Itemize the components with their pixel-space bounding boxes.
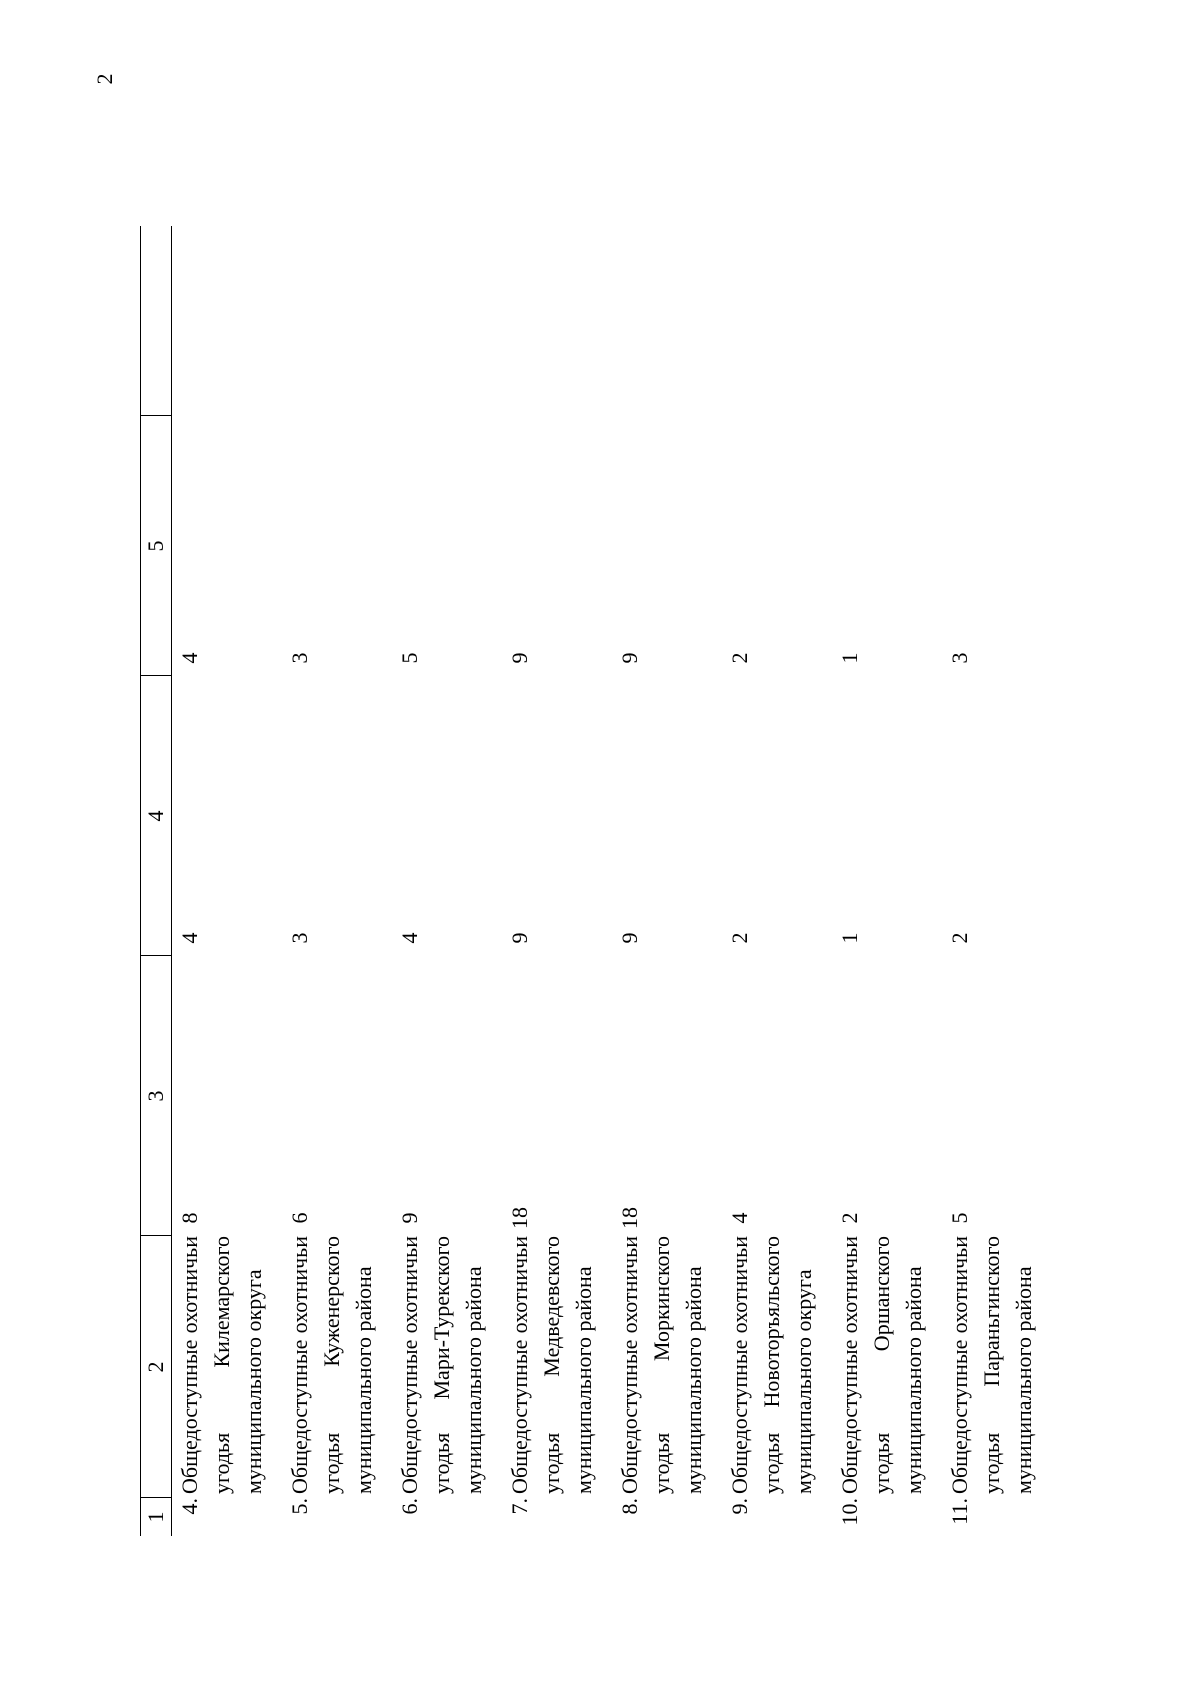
- row-col-4: 9: [507, 932, 532, 944]
- header-col-3: 3: [143, 1090, 168, 1102]
- row-col-5: 3: [947, 652, 972, 664]
- header-divider: [141, 1235, 171, 1236]
- row-col-4: 4: [397, 932, 422, 944]
- header-col-5: 5: [143, 540, 168, 552]
- row-number: 7.: [507, 1498, 532, 1515]
- row-col-5: 9: [507, 652, 532, 664]
- row-name: Общедоступные охотничьи угодья Куженерского муниципального района: [287, 1236, 376, 1494]
- header-col-4: 4: [143, 810, 168, 822]
- page-number: 2: [92, 73, 117, 85]
- row-col-3: 4: [727, 1212, 752, 1224]
- row-name: Общедоступные охотничьи угодья Оршанского муниципального района: [837, 1236, 926, 1494]
- row-col-4: 3: [287, 932, 312, 944]
- row-col-4: 2: [947, 932, 972, 944]
- row-col-4: 1: [837, 932, 862, 944]
- row-col-3: 8: [177, 1212, 202, 1224]
- row-col-3: 18: [507, 1207, 532, 1229]
- row-number: 6.: [397, 1498, 422, 1515]
- row-name: Общедоступные охотничьи угодья Моркинского муниципального района: [617, 1236, 706, 1494]
- row-col-4: 2: [727, 932, 752, 944]
- row-number: 4.: [177, 1498, 202, 1515]
- header-col-2: 2: [143, 1361, 168, 1373]
- header-divider: [141, 1497, 171, 1498]
- header-col-1: 1: [143, 1511, 168, 1523]
- row-col-3: 6: [287, 1212, 312, 1224]
- rotated-table: [140, 226, 1036, 1536]
- row-number: 8.: [617, 1498, 642, 1515]
- row-name: Общедоступные охотничьи угодья Килемарского муниципального округа: [177, 1236, 266, 1494]
- header-divider: [141, 675, 171, 676]
- table-header: [140, 226, 172, 1536]
- row-col-3: 2: [837, 1212, 862, 1224]
- row-col-4: 4: [177, 932, 202, 944]
- row-number: 9.: [727, 1498, 752, 1515]
- row-col-5: 9: [617, 652, 642, 664]
- row-col-3: 18: [617, 1207, 642, 1229]
- row-number: 5.: [287, 1498, 312, 1515]
- row-col-3: 5: [947, 1212, 972, 1224]
- header-divider: [141, 415, 171, 416]
- row-name: Общедоступные охотничьи угодья Мари-Турекского муниципального района: [397, 1236, 486, 1494]
- row-col-4: 9: [617, 932, 642, 944]
- row-col-5: 5: [397, 652, 422, 664]
- row-name: Общедоступные охотничьи угодья Медведевского муниципального района: [507, 1236, 596, 1494]
- row-col-5: 4: [177, 652, 202, 664]
- row-name: Общедоступные охотничьи угодья Параньгинского муниципального района: [947, 1236, 1036, 1494]
- row-col-5: 1: [837, 652, 862, 664]
- header-divider: [141, 955, 171, 956]
- row-col-5: 3: [287, 652, 312, 664]
- row-number: 10.: [837, 1498, 862, 1526]
- row-number: 11.: [947, 1498, 972, 1525]
- row-col-5: 2: [727, 652, 752, 664]
- row-col-3: 9: [397, 1212, 422, 1224]
- row-name: Общедоступные охотничьи угодья Новоторъяльского муниципального округа: [727, 1236, 816, 1494]
